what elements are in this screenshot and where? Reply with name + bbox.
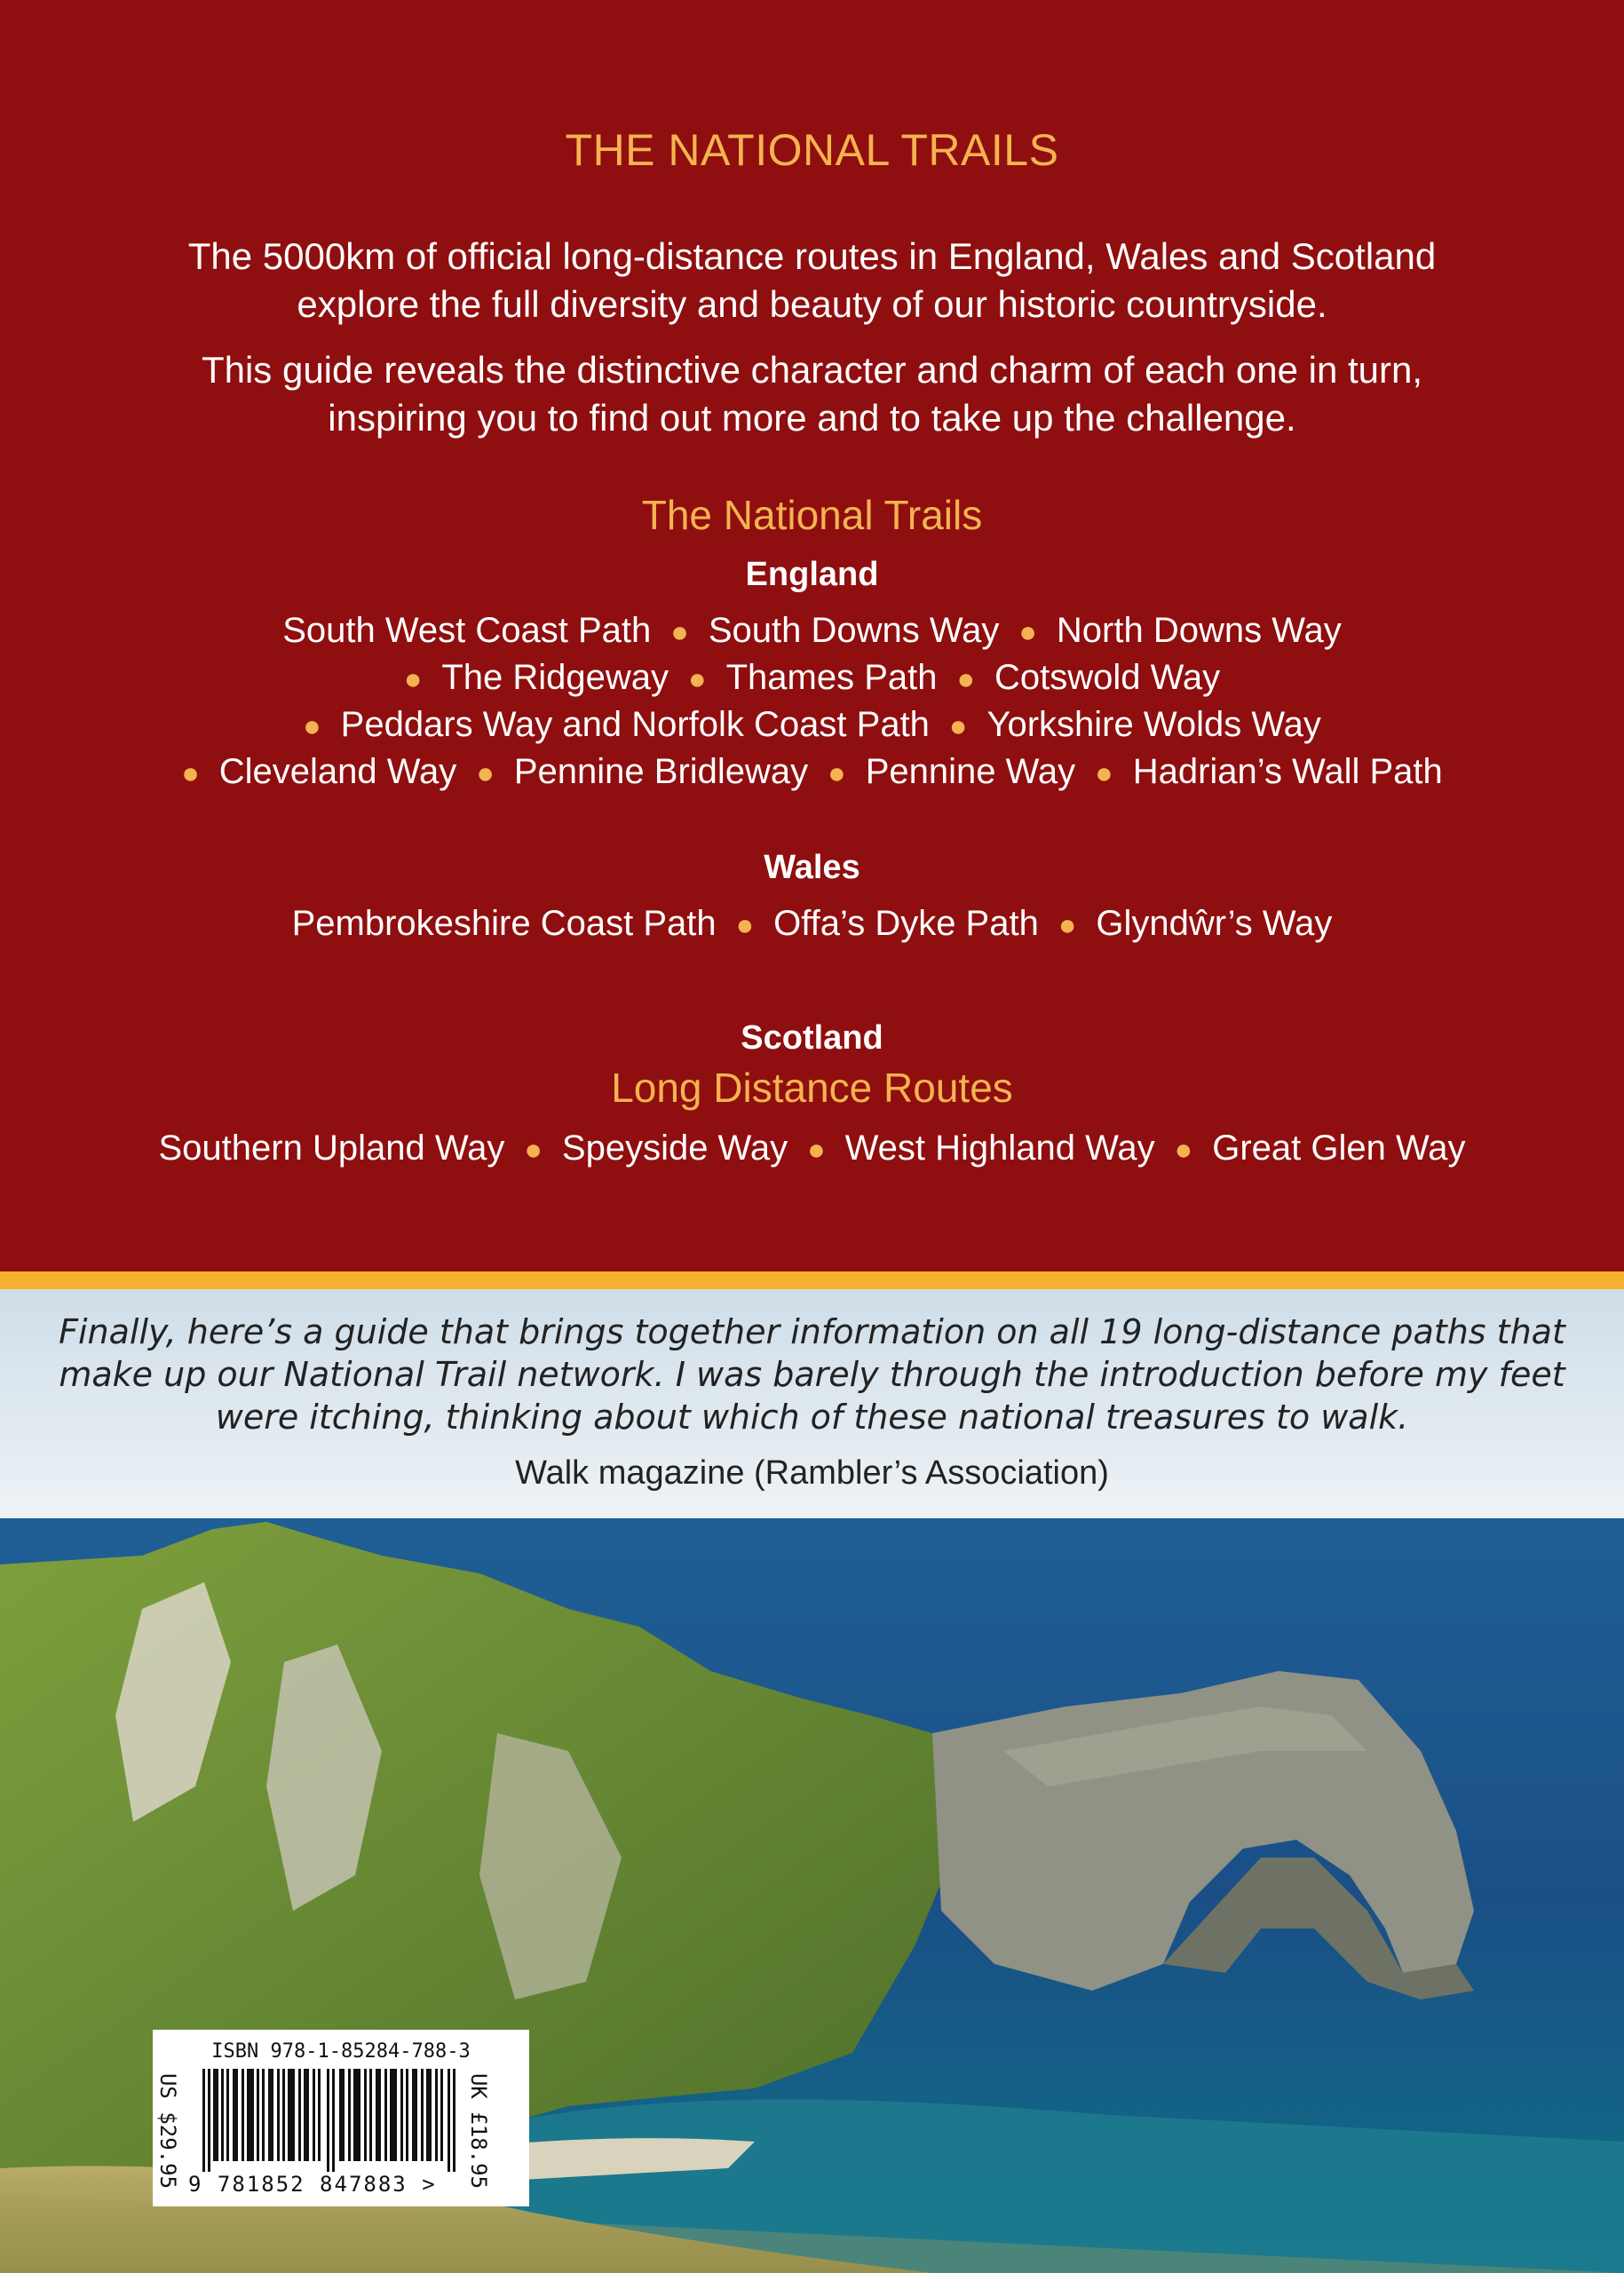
bullet-icon: ●	[524, 1133, 543, 1167]
intro-paragraph-2	[0, 346, 1624, 442]
trail-name: The Ridgeway	[441, 658, 669, 697]
bullet-icon: ●	[670, 615, 689, 649]
bullet-icon: ●	[303, 709, 321, 743]
trail-list-row	[0, 752, 1624, 792]
price-us: US $29.95	[155, 2072, 180, 2190]
intro-paragraph-1	[0, 233, 1624, 329]
isbn-barcode-block	[153, 2030, 529, 2206]
isbn-label: ISBN 978-1-85284-788-3	[211, 2040, 471, 2063]
trail-name: Cleveland Way	[218, 752, 457, 791]
bullet-icon: ●	[1058, 908, 1077, 942]
trail-list-row	[0, 611, 1624, 651]
bullet-icon: ●	[1018, 615, 1037, 649]
region-wales: Wales	[764, 849, 860, 886]
intro-line: The 5000km of official long-distance routes in England, Wales and Scotland	[187, 235, 1437, 277]
bullet-icon: ●	[828, 756, 846, 790]
trails-heading: The National Trails	[641, 492, 983, 538]
region-england: England	[745, 556, 879, 593]
trail-list-row	[0, 1129, 1624, 1168]
intro-line: inspiring you to find out more and to take up the challenge.	[328, 397, 1296, 439]
trail-name: South Downs Way	[708, 611, 1000, 650]
trail-name: Speyside Way	[561, 1129, 788, 1168]
trail-name: Great Glen Way	[1212, 1129, 1466, 1168]
barcode-icon	[202, 2069, 469, 2172]
trail-name: South West Coast Path	[282, 611, 652, 650]
bullet-icon: ●	[403, 662, 423, 696]
quote-attribution: Walk magazine (Rambler’s Association)	[515, 1454, 1109, 1492]
trail-name: Glyndŵr’s Way	[1096, 904, 1333, 943]
trail-name: Cotswold Way	[994, 658, 1221, 697]
trail-list-row	[0, 705, 1624, 745]
bullet-icon: ●	[1174, 1133, 1193, 1167]
quote-line: Finally, here’s a guide that brings together information on all 19 long-distance paths that	[59, 1312, 1565, 1351]
bullet-icon: ●	[807, 1133, 826, 1167]
trail-name: West Highland Way	[844, 1129, 1155, 1168]
trail-name: Thames Path	[725, 658, 938, 697]
intro-line: This guide reveals the distinctive character and charm of each one in turn,	[201, 349, 1423, 391]
review-quote	[0, 1311, 1624, 1438]
trail-name: Southern Upland Way	[158, 1129, 505, 1168]
trail-name: Yorkshire Wolds Way	[986, 705, 1321, 744]
trail-name: Peddars Way and Norfolk Coast Path	[340, 705, 930, 744]
bullet-icon: ●	[688, 662, 707, 696]
trail-name: Pennine Bridleway	[513, 752, 809, 791]
bullet-icon: ●	[948, 709, 968, 743]
trail-name: Pennine Way	[865, 752, 1076, 791]
trail-name: Offa’s Dyke Path	[773, 904, 1039, 943]
intro-line: explore the full diversity and beauty of our historic countryside.	[297, 283, 1327, 325]
trail-name: Pembrokeshire Coast Path	[291, 904, 717, 943]
trail-list-row	[0, 904, 1624, 944]
region-scotland: Scotland	[741, 1019, 883, 1057]
bullet-icon: ●	[181, 756, 200, 790]
quote-line: were itching, thinking about which of these national treasures to walk.	[215, 1398, 1409, 1437]
bullet-icon: ●	[735, 908, 755, 942]
bullet-icon: ●	[956, 662, 976, 696]
price-uk: UK £18.95	[466, 2072, 491, 2190]
trail-list-row	[0, 658, 1624, 698]
barcode-digits: 9 781852 847883 >	[188, 2172, 437, 2197]
trail-name: Hadrian’s Wall Path	[1132, 752, 1443, 791]
quote-line: make up our National Trail network. I was barely through the introduction before my feet	[59, 1355, 1565, 1394]
bullet-icon: ●	[1095, 756, 1113, 790]
page-title: THE NATIONAL TRAILS	[565, 125, 1059, 175]
bullet-icon: ●	[476, 756, 495, 790]
long-distance-routes-heading: Long Distance Routes	[611, 1065, 1013, 1111]
trail-name: North Downs Way	[1056, 611, 1342, 650]
gold-divider	[0, 1271, 1624, 1289]
